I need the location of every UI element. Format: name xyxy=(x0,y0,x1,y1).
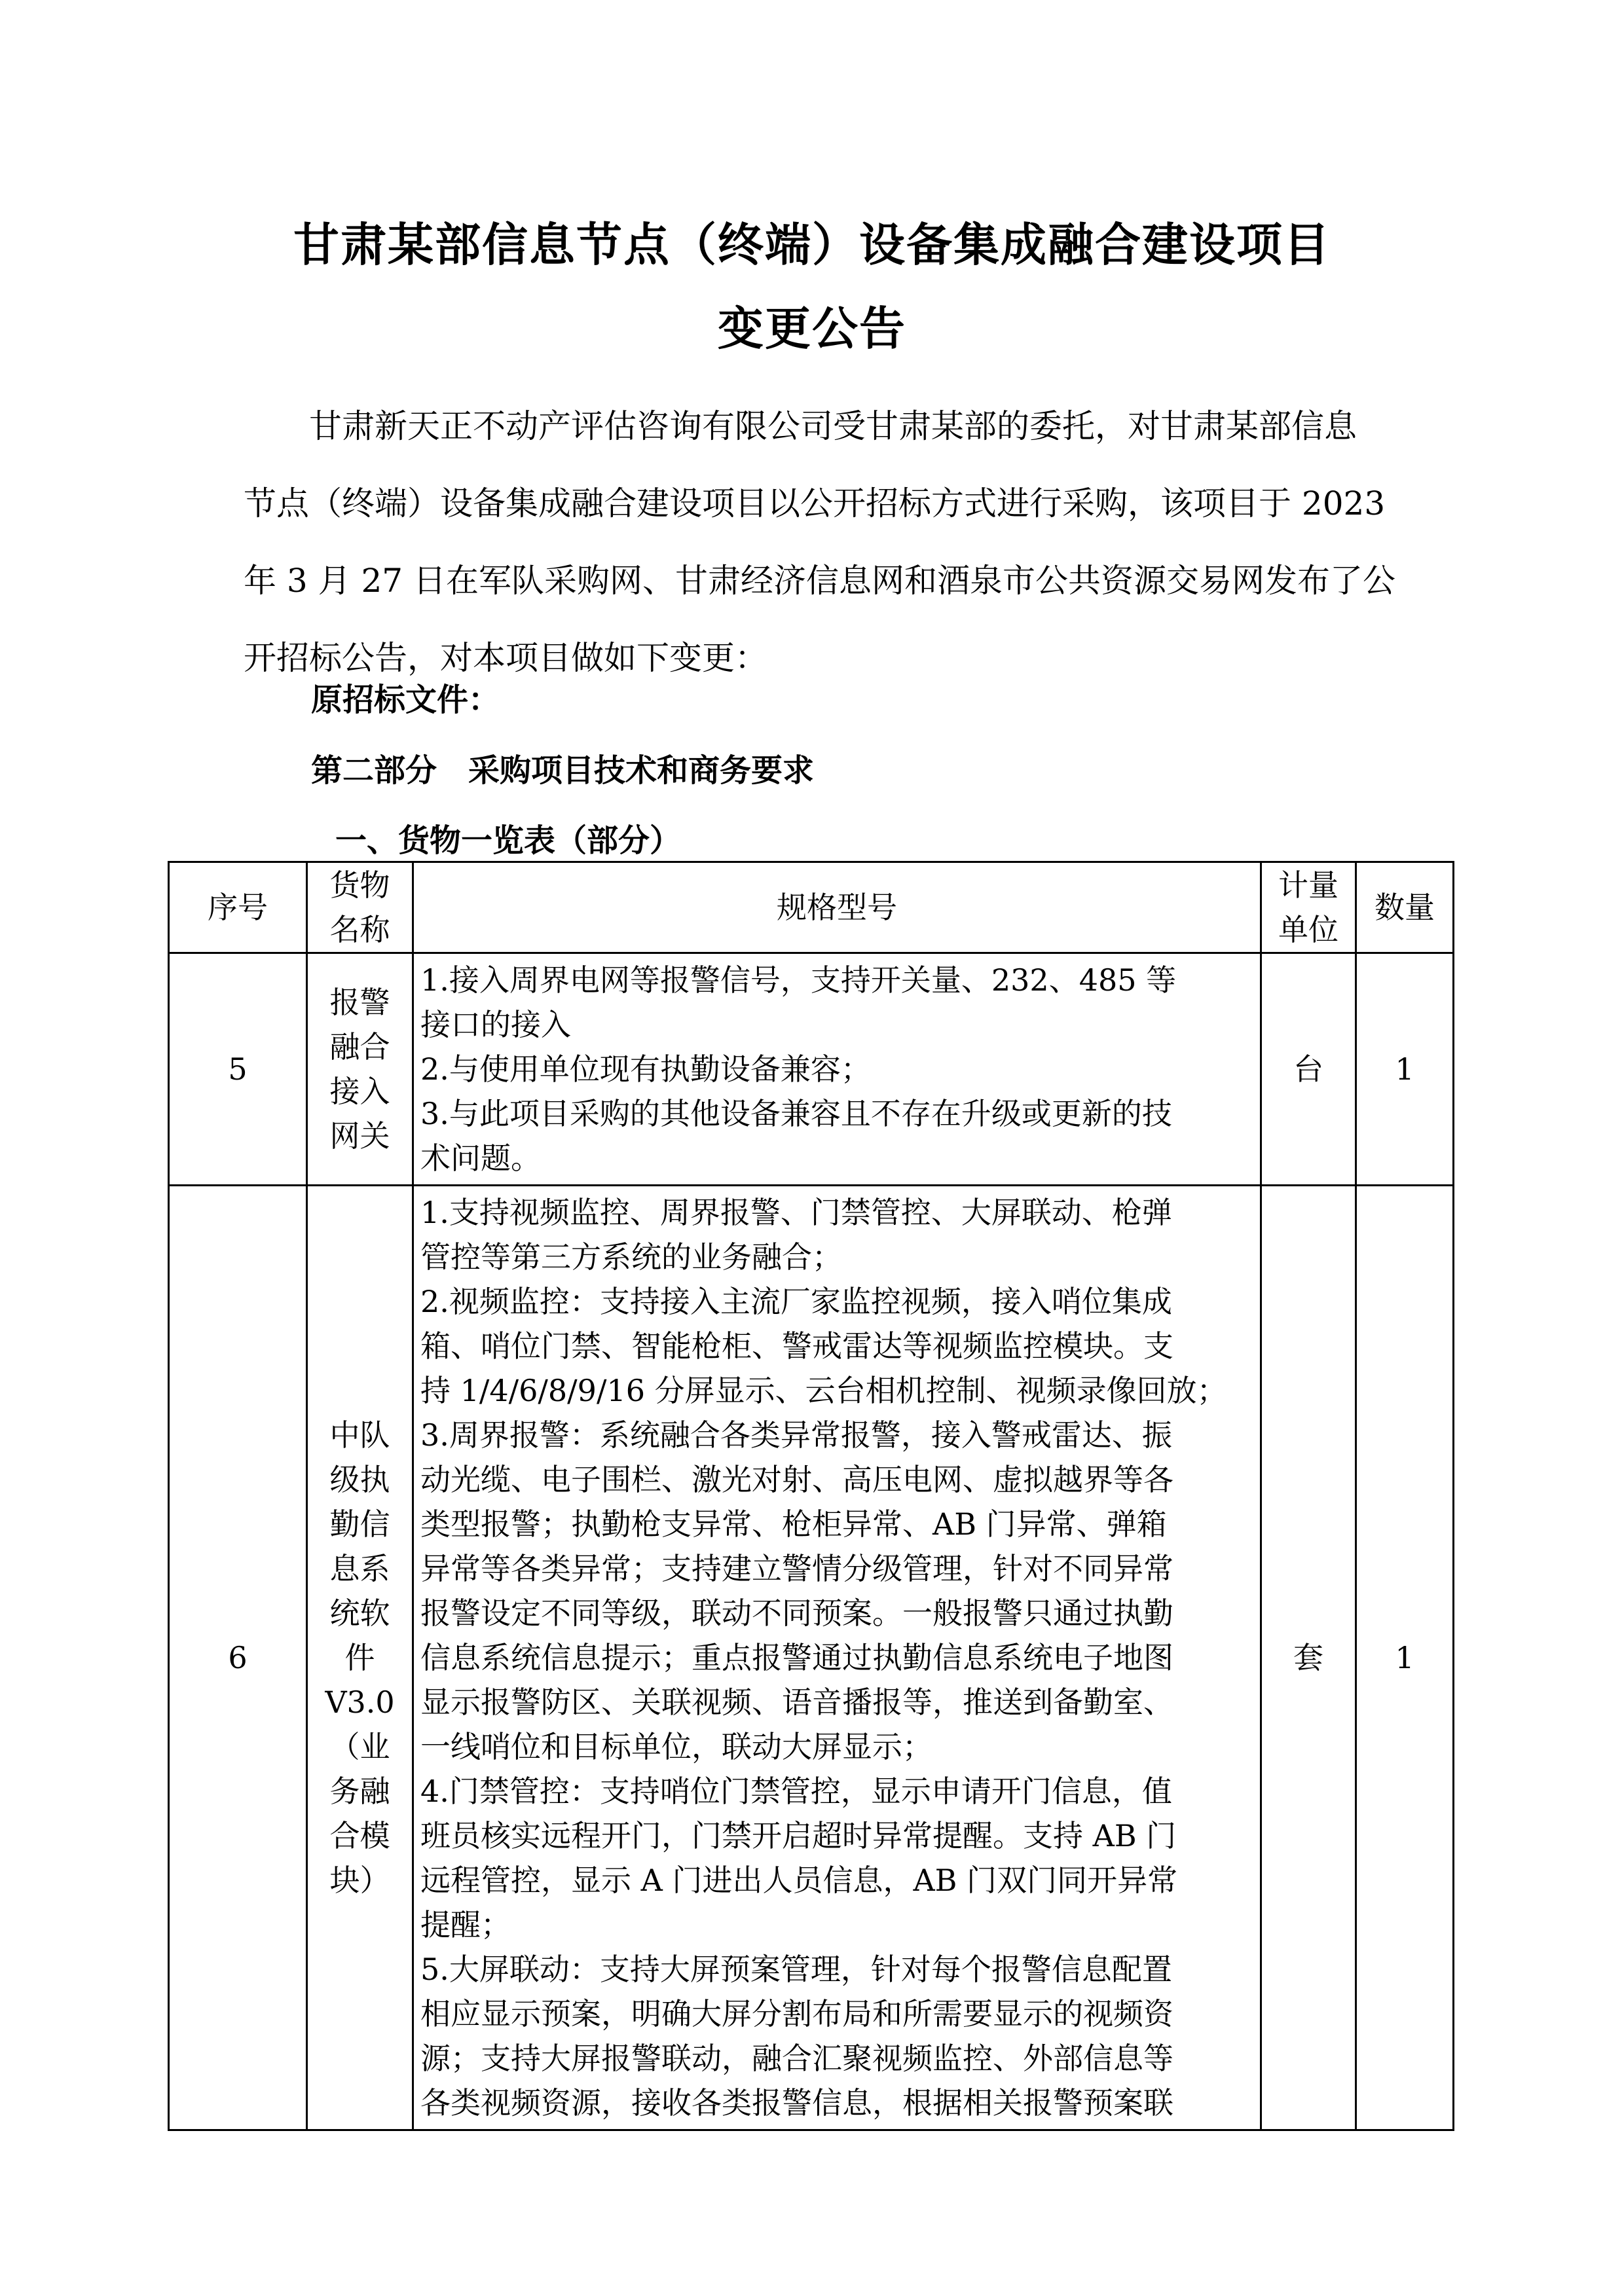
header-name: 货物 名称 xyxy=(307,862,413,953)
section-original-docs: 原招标文件： xyxy=(311,682,500,718)
row-qty: 1 xyxy=(1356,1186,1454,2130)
table-row xyxy=(169,1186,1454,2130)
announcement-title: 甘肃某部信息节点（终端）设备集成融合建设项目 xyxy=(293,218,1331,272)
intro-line: 年 3 月 27 日在军队采购网、甘肃经济信息网和酒泉市公共资源交易网发布了公 xyxy=(244,562,1396,600)
announcement-subtitle: 变更公告 xyxy=(718,302,906,355)
header-qty: 数量 xyxy=(1356,862,1454,953)
row-qty: 1 xyxy=(1356,953,1454,1186)
row-unit: 套 xyxy=(1261,1186,1356,2130)
intro-line: 节点（终端）设备集成融合建设项目以公开招标方式进行采购，该项目于 2023 xyxy=(244,484,1386,522)
row-no: 5 xyxy=(169,953,307,1186)
intro-line: 甘肃新天正不动产评估咨询有限公司受甘肃某部的委托，对甘肃某部信息 xyxy=(309,407,1357,445)
row-spec: 1.支持视频监控、周界报警、门禁管控、大屏联动、枪弹 管控等第三方系统的业务融合； 2.视频监控：支持接入主流厂家监控视频，接入哨位集成 箱、哨位门禁、智能枪柜、警戒雷达等视频监控模块。支 持 1/4/6/8/9/16 分屏显示、云台相机控制、视频录像回放； 3.周界报警：系统融合各类异常报警，接入警戒雷达、振 动光缆、电子围栏、激光对射、高压电网、虚拟越界等各 类型报警；执勤枪支异常、枪柜异常、AB 门异常、弹箱 异常等各类异常；支持建立警情分级管理，针对不同异常 报警设定不同等级，联动不同预案。一般报警只通过执勤 信息系统信息提示；重点报警通过执勤信息系统电子地图 显示报警防区、关联视频、语音播报等，推送到备勤室、 一线哨位和目标单位，联动大屏显示； 4.门禁管控：支持哨位门禁管控，显示申请开门信息，值 班员核实远程开门，门禁开启超时异常提醒。支持 AB 门 远程管控，显示 A 门进出人员信息，AB 门双门同开异常 提醒； 5.大屏联动：支持大屏预案管理，针对每个报警信息配置 相应显示预案，明确大屏分割布局和所需要显示的视频资 源；支持大屏报警联动，融合汇聚视频监控、外部信息等 各类视频资源，接收各类报警信息，根据相关报警预案联 xyxy=(413,1186,1261,2130)
table-header-row xyxy=(169,862,1454,953)
row-no: 6 xyxy=(169,1186,307,2130)
goods-table xyxy=(168,861,1454,2131)
header-spec: 规格型号 xyxy=(413,862,1261,953)
header-no: 序号 xyxy=(169,862,307,953)
header-unit: 计量 单位 xyxy=(1261,862,1356,953)
intro-paragraph xyxy=(244,388,1396,697)
intro-line: 开招标公告，对本项目做如下变更： xyxy=(244,639,767,677)
row-unit: 台 xyxy=(1261,953,1356,1186)
row-name: 中队 级执 勤信 息系 统软 件 V3.0 （业 务融 合模 块） xyxy=(307,1186,413,2130)
section-goods-list: 一、货物一览表（部分） xyxy=(335,822,682,859)
row-spec: 1.接入周界电网等报警信号，支持开关量、232、485 等 接口的接入 2.与使用单位现有执勤设备兼容； 3.与此项目采购的其他设备兼容且不存在升级或更新的技 术问题。 xyxy=(413,953,1261,1186)
row-name: 报警 融合 接入 网关 xyxy=(307,953,413,1186)
section-part-two: 第二部分 采购项目技术和商务要求 xyxy=(311,752,815,789)
table-row xyxy=(169,953,1454,1186)
